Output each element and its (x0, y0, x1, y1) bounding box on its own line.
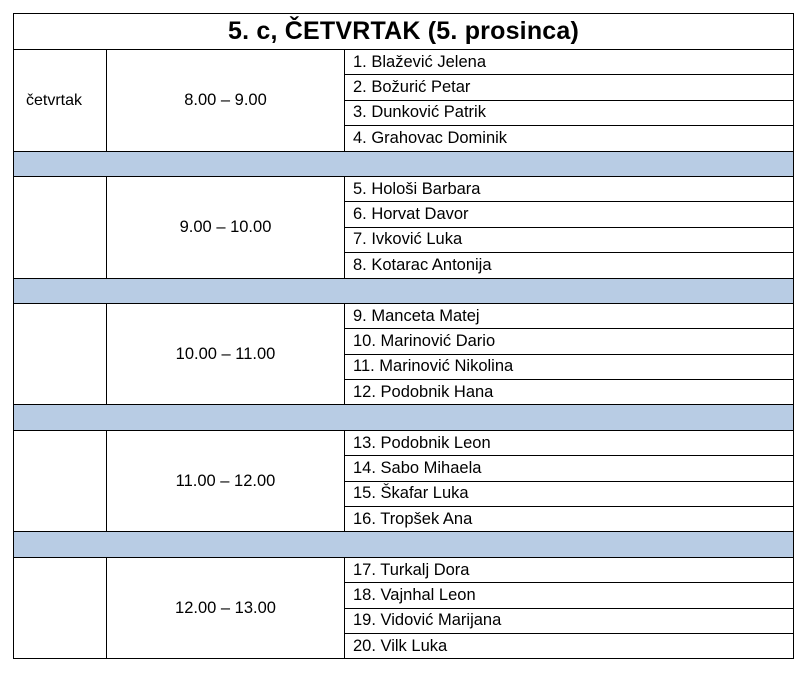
day-label: četvrtak (26, 92, 83, 109)
student-name: 16. Tropšek Ana (345, 507, 794, 532)
separator-band (14, 151, 794, 176)
student-name: 3. Dunković Patrik (345, 100, 794, 125)
separator-band (14, 532, 794, 557)
schedule-title: 5. c, ČETVRTAK (5. prosinca) (14, 14, 794, 50)
student-name: 9. Manceta Matej (345, 303, 794, 328)
student-name: 4. Grahovac Dominik (345, 126, 794, 151)
table-row (14, 303, 794, 328)
title-row (14, 14, 794, 50)
table-row (14, 557, 794, 582)
student-name: 20. Vilk Luka (345, 633, 794, 658)
separator-row (14, 151, 794, 176)
day-cell (14, 557, 107, 659)
student-name: 1. Blažević Jelena (345, 50, 794, 75)
day-cell (14, 430, 107, 532)
student-name: 13. Podobnik Leon (345, 430, 794, 455)
student-name: 8. Kotarac Antonija (345, 253, 794, 278)
separator-row (14, 532, 794, 557)
table-row (14, 50, 794, 75)
separator-band (14, 405, 794, 430)
student-name: 12. Podobnik Hana (345, 380, 794, 405)
student-name: 18. Vajnhal Leon (345, 583, 794, 608)
time-slot: 9.00 – 10.00 (107, 176, 345, 278)
student-name: 2. Božurić Petar (345, 75, 794, 100)
separator-row (14, 405, 794, 430)
student-name: 11. Marinović Nikolina (345, 354, 794, 379)
time-slot: 8.00 – 9.00 (107, 50, 345, 152)
day-cell (14, 176, 107, 278)
student-name: 17. Turkalj Dora (345, 557, 794, 582)
time-slot: 12.00 – 13.00 (107, 557, 345, 659)
student-name: 19. Vidović Marijana (345, 608, 794, 633)
student-name: 15. Škafar Luka (345, 481, 794, 506)
separator-row (14, 278, 794, 303)
time-slot: 10.00 – 11.00 (107, 303, 345, 405)
student-name: 6. Horvat Davor (345, 202, 794, 227)
table-row (14, 430, 794, 455)
student-name: 14. Sabo Mihaela (345, 456, 794, 481)
student-name: 10. Marinović Dario (345, 329, 794, 354)
day-cell (14, 50, 107, 152)
table-row (14, 176, 794, 201)
student-name: 5. Hološi Barbara (345, 176, 794, 201)
separator-band (14, 278, 794, 303)
day-cell (14, 303, 107, 405)
student-name: 7. Ivković Luka (345, 227, 794, 252)
time-slot: 11.00 – 12.00 (107, 430, 345, 532)
schedule-table (13, 13, 794, 659)
